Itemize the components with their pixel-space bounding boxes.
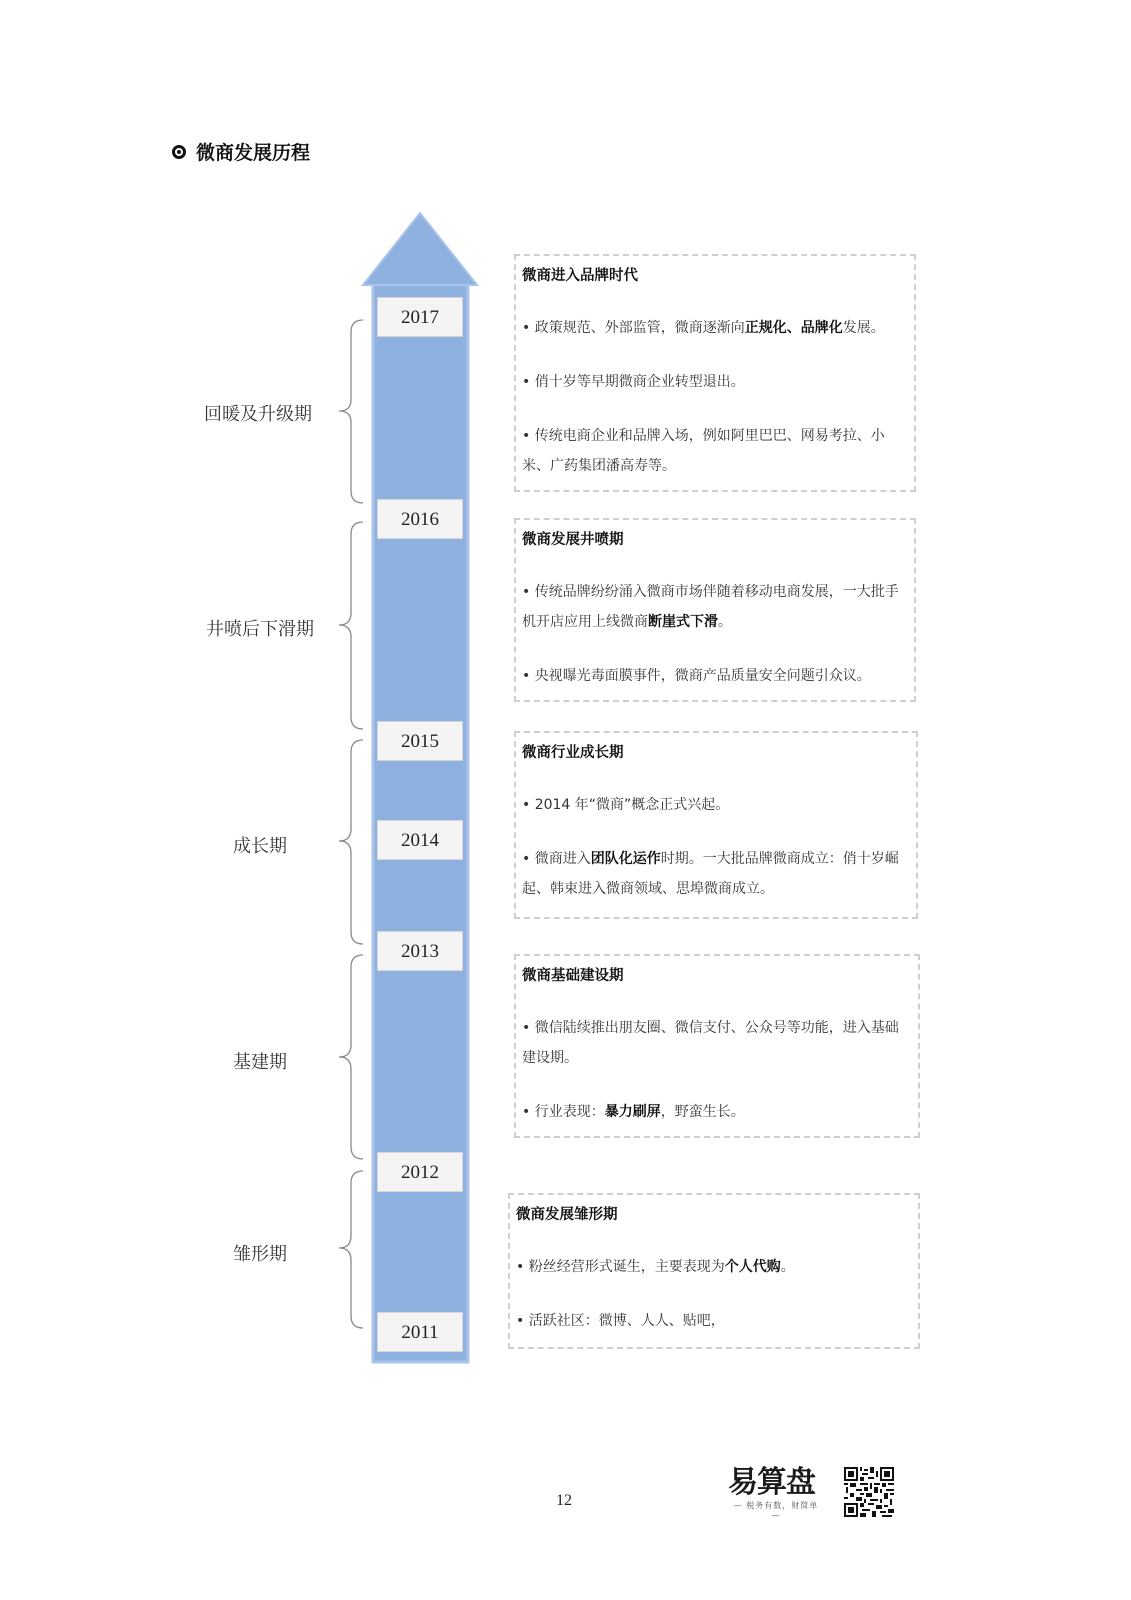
card-item: • 政策规范、外部监管，微商逐渐向正规化、品牌化发展。: [522, 320, 885, 336]
timeline-arrow-head: [363, 213, 477, 285]
card-brand-era: [514, 254, 916, 492]
card-title: 微商进入品牌时代: [522, 268, 638, 284]
card-embryonic-period: [508, 1193, 920, 1349]
card-item: • 行业表现：暴力刷屏，野蛮生长。: [522, 1104, 745, 1120]
year-2015: 2015: [377, 721, 463, 761]
card-boom-period: [514, 518, 916, 702]
card-title: 微商行业成长期: [522, 745, 624, 761]
card-item: • 央视曝光毒面膜事件，微商产品质量安全问题引众议。: [522, 668, 871, 684]
card-item: • 活跃社区：微博、人人、贴吧，: [516, 1313, 725, 1329]
bracket-phase-2: [339, 522, 363, 729]
bracket-phase-5: [339, 1171, 363, 1328]
bracket-phase-1: [339, 320, 363, 503]
card-item: • 粉丝经营形式诞生，主要表现为个人代购。: [516, 1259, 795, 1275]
logo-text: 易算盘: [728, 1465, 815, 1500]
qr-code-icon: [844, 1467, 894, 1517]
phase-label-growth: 成长期: [233, 836, 287, 857]
year-2012: 2012: [377, 1152, 463, 1192]
year-2017: 2017: [377, 297, 463, 337]
card-item: • 传统品牌纷纷涌入微商市场伴随着移动电商发展，一大批手机开店应用上线微商断崖式下滑。: [522, 584, 899, 630]
card-infrastructure-period: [514, 954, 920, 1138]
card-item: • 微商进入团队化运作时期。一大批品牌微商成立：俏十岁崛起、韩束进入微商领域、思埠微商成立。: [522, 851, 899, 897]
bracket-phase-4: [339, 955, 363, 1159]
card-item: • 2014 年“微商”概念正式兴起。: [522, 797, 730, 813]
card-title: 微商发展雏形期: [516, 1207, 618, 1223]
page-number: 12: [556, 1492, 572, 1509]
phase-label-recovery: 回暖及升级期: [204, 404, 312, 425]
section-title-text: 微商发展历程: [196, 142, 311, 164]
year-2013: 2013: [377, 931, 463, 971]
card-item: • 传统电商企业和品牌入场，例如阿里巴巴、网易考拉、小米、广药集团潘高寿等。: [522, 428, 885, 474]
card-growth-period: [514, 731, 918, 919]
year-2016: 2016: [377, 499, 463, 539]
year-2011: 2011: [377, 1312, 463, 1352]
card-item: • 微信陆续推出朋友圈、微信支付、公众号等功能，进入基础建设期。: [522, 1020, 899, 1066]
card-title: 微商基础建设期: [522, 968, 624, 984]
phase-label-embryonic: 雏形期: [233, 1244, 287, 1265]
brand-logo: [728, 1466, 824, 1520]
bracket-phase-3: [339, 740, 363, 944]
card-title: 微商发展井喷期: [522, 532, 624, 548]
phase-label-infrastructure: 基建期: [233, 1052, 287, 1073]
card-item: • 俏十岁等早期微商企业转型退出。: [522, 374, 745, 390]
phase-label-boom-decline: 井喷后下滑期: [206, 619, 314, 640]
year-2014: 2014: [377, 820, 463, 860]
logo-tagline: — 税务有数，财简单 —: [733, 1501, 819, 1520]
